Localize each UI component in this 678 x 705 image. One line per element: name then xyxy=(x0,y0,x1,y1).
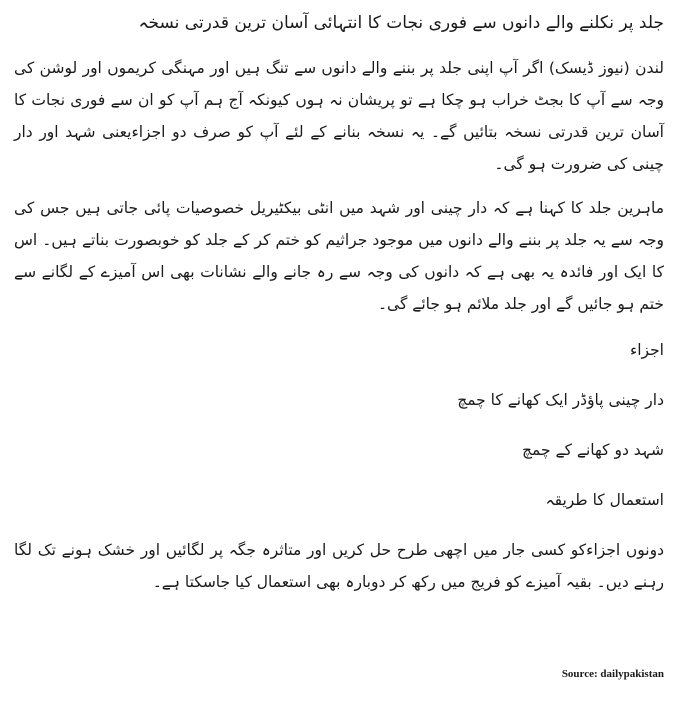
experts-paragraph: ماہرین جلد کا کہنا ہے کہ دار چینی اور شہد میں انٹی بیکٹیریل خصوصیات پائی جاتی ہیں جس کی وجہ سے یہ جلد پر بننے والے دانوں میں موجود جراثیم کو ختم کر کے جلد کو خوبصورت بناتے ہیں۔ اس کا ایک اور فائدہ یہ بھی ہے کہ دانوں کی وجہ سے رہ جانے والے نشانات بھی اس آمیزے کے لگانے سے ختم ہو جائیں گے اور جلد ملائم ہو جائے گی۔ xyxy=(14,199,664,313)
method-paragraph: دونوں اجزاءکو کسی جار میں اچھی طرح حل کریں اور متاثرہ جگہ پر لگائیں اور خشک ہونے تک لگا رہنے دیں۔ بقیہ آمیزے کو فریج میں رکھ کر دوبارہ بھی استعمال کیا جاسکتا ہے۔ xyxy=(14,541,664,591)
ingredient-cinnamon: دار چینی پاؤڈر ایک کھانے کا چمچ xyxy=(457,391,664,409)
method-heading: استعمال کا طریقہ xyxy=(545,491,664,509)
article-title: جلد پر نکلنے والے دانوں سے فوری نجات کا انتہائی آسان ترین قدرتی نسخہ xyxy=(138,13,664,33)
intro-paragraph: لندن (نیوز ڈیسک) اگر آپ اپنی جلد پر بننے والے دانوں سے تنگ ہیں اور مہنگی کریموں اور لوشن کی وجہ سے آپ کا بجٹ خراب ہو چکا ہے تو پریشان نہ ہوں کیونکہ آج ہم آپ کو ان سے فوری نجات کا آسان ترین قدرتی نسخہ بتائیں گے۔ یہ نسخہ بنانے کے لئے آپ کو صرف دو اجزاءیعنی شہد اور دار چینی کی ضرورت ہو گی۔ xyxy=(14,59,664,173)
source-credit: Source: dailypakistan xyxy=(561,668,664,680)
ingredient-honey: شہد دو کھانے کے چمچ xyxy=(522,441,664,459)
ingredients-heading: اجزاء xyxy=(629,341,664,359)
article xyxy=(14,8,664,610)
